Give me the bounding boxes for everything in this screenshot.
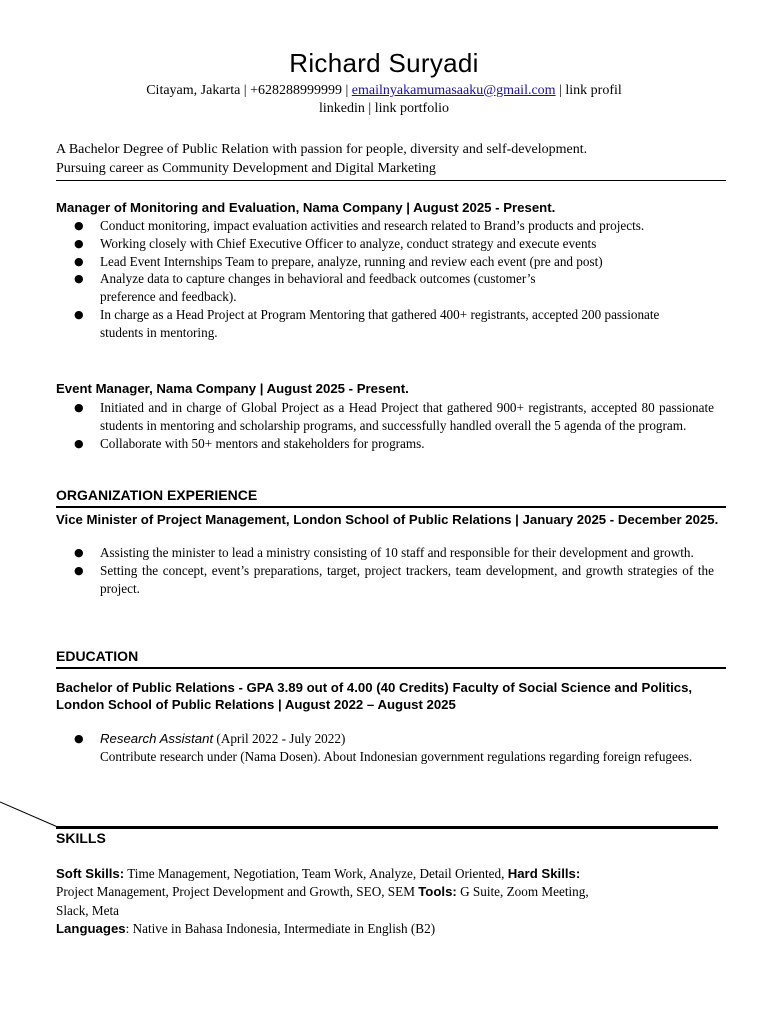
list-item: ● Working closely with Chief Executive Officer to analyze, conduct strategy and execute events (74, 235, 597, 251)
list-item: ● Conduct monitoring, impact evaluation activities and research related to Brand’s products and projects. (74, 218, 645, 233)
list-item: ● Lead Event Internships Team to prepare, analyze, running and review each event (pre and post) (74, 253, 603, 269)
list-item: ● Collaborate with 50+ mentors and stakeholders for programs. (74, 435, 425, 451)
summary-line-1: A Bachelor Degree of Public Relation with passion for people, diversity and self-development. (56, 142, 588, 157)
bullet-icon: ● (74, 254, 84, 268)
summary-line-2: Pursuing career as Community Development and Digital Marketing (56, 161, 436, 176)
list-item: ● Analyze data to capture changes in behavioral and feedback outcomes (customer’s preference and feedback). (74, 271, 536, 305)
section-heading-education: EDUCATION (56, 648, 139, 664)
hard-skills-value: Project Management, Project Development and Growth, SEO, SEM (56, 884, 415, 900)
job-bullets (74, 217, 714, 342)
list-item (74, 730, 714, 766)
bullet-icon: ● (74, 401, 84, 414)
hard-skills-label: Hard Skills: (507, 866, 581, 881)
job-title: Event Manager, Nama Company | August 2025 - Present. (56, 381, 409, 396)
skills-top-divider (56, 826, 718, 829)
section-divider (56, 506, 726, 508)
summary-divider (56, 180, 726, 181)
languages-value: : Native in Bahasa Indonesia, Intermediate in English (B2) (125, 921, 436, 937)
bullet-icon: ● (74, 732, 84, 745)
section-heading-organization: ORGANIZATION EXPERIENCE (56, 487, 258, 503)
bullet-icon: ● (74, 219, 84, 232)
contact-line (0, 83, 768, 99)
bullet-icon: ● (74, 272, 84, 286)
research-dates: (April 2022 - July 2022) (216, 731, 346, 746)
section-divider (56, 667, 726, 669)
degree-title: Bachelor of Public Relations - GPA 3.89 out of 4.00 (40 Credits) Faculty of Social Science and Politics, London School of Public Relations | August 2022 – August 2025 (56, 680, 693, 712)
job-title: Manager of Monitoring and Evaluation, Nama Company | August 2025 - Present. (56, 200, 556, 215)
email-link[interactable]: emailnyakamumasaaku@gmail.com (351, 83, 556, 98)
candidate-name: Richard Suryadi (289, 48, 479, 78)
bullet-icon: ● (74, 436, 84, 450)
section-heading-skills: SKILLS (56, 830, 106, 846)
list-item: ● Assisting the minister to lead a ministry consisting of 10 staff and responsible for their development and growth. (74, 545, 694, 560)
soft-skills-value: Time Management, Negotiation, Team Work, Analyze, Detail Oriented, (127, 866, 505, 881)
list-item: ● In charge as a Head Project at Program Mentoring that gathered 400+ registrants, accepted 200 passionate students in mentoring. (74, 306, 660, 340)
languages-label: Languages (56, 921, 126, 937)
research-role: Research Assistant (100, 731, 214, 746)
contact-profile: | link profil (559, 83, 622, 98)
bullet-icon: ● (74, 236, 84, 250)
bullet-icon: ● (74, 546, 84, 559)
research-description: Contribute research under (Nama Dosen). About Indonesian government regulations regarding foreign refugees. (100, 748, 693, 764)
contact-links: linkedin | link portfolio (319, 101, 449, 116)
bullet-icon: ● (74, 563, 84, 577)
job-bullets (74, 399, 714, 452)
tools-label: Tools: (418, 884, 457, 900)
org-title: Vice Minister of Project Management, London School of Public Relations | January 2025 - December 2025. (56, 512, 719, 527)
list-item: ● Setting the concept, event’s preparations, target, project trackers, team development, and growth strategies of the project. (74, 562, 714, 596)
contact-location-phone: Citayam, Jakarta | +628288999999 | (146, 83, 349, 98)
list-item: ● Initiated and in charge of Global Project as a Head Project that gathered 900+ registrants, accepted 80 passionate students in mentoring and scholarship programs, and successfully handled overall the 5 agenda of the program. (74, 400, 714, 433)
education-bullets (74, 730, 714, 766)
bullet-icon: ● (74, 307, 84, 321)
org-bullets (74, 544, 714, 597)
tools-value: G Suite, Zoom Meeting, Slack, Meta (56, 884, 589, 918)
skills-block (56, 865, 616, 939)
soft-skills-label: Soft Skills: (56, 866, 125, 881)
